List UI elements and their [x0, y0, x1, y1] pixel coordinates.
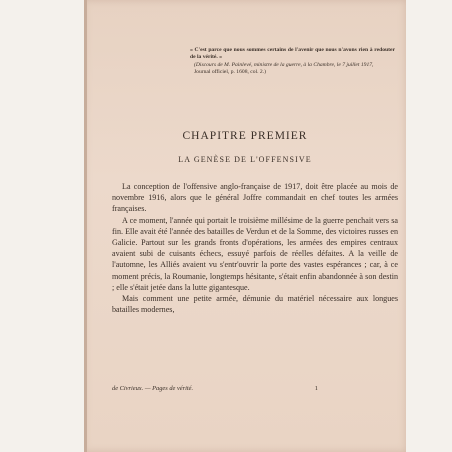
running-title: de Civrieux. — Pages de vérité. — [112, 385, 194, 392]
epigraph-attribution: (Discours de M. Painlevé, ministre de la guerre, à la Chambre, le 7 juillet 1917, — [194, 61, 374, 68]
body-text — [112, 181, 398, 315]
epigraph — [190, 47, 395, 77]
page-footer — [112, 385, 398, 392]
page-edge — [84, 0, 87, 452]
page-number: 1 — [314, 385, 318, 392]
paragraph: A ce moment, l'année qui portait le troisième millésime de la guerre penchait vers sa fin. Elle avait été l'année des batailles de Verdun et de la Somme, des victoires russes en Galicie. Partout sur les grands fronts d'opérations, les armées des empires centraux avaient subi de cuisants échecs, essuyé parfois de réelles défaites. A la veille de l'automne, les Alliés avaient vu s'entr'ouvrir la porte des vastes espérances ; car, à ce moment précis, la Roumanie, longtemps hésitante, s'était enfin abandonnée à son destin ; elle s'était jetée dans la lutte gigantesque. — [112, 215, 398, 292]
paragraph: La conception de l'offensive anglo-française de 1917, doit être placée au mois de novembre 1916, alors que le général Joffre commandait en chef toutes les armées françaises. — [112, 182, 398, 214]
epigraph-quote: « C'est parce que nous sommes certains de l'avenir que nous n'avons rien à redouter de la vérité. » — [190, 47, 395, 61]
chapter-subtitle: LA GENÈSE DE L'OFFENSIVE — [178, 155, 312, 164]
epigraph-journal: Journal officiel, p. 1608, col. 2.) — [194, 69, 266, 76]
paragraph: Mais comment une petite armée, démunie du matériel nécessaire aux longues batailles modernes, — [112, 294, 398, 315]
chapter-title: CHAPITRE PREMIER — [182, 130, 308, 142]
